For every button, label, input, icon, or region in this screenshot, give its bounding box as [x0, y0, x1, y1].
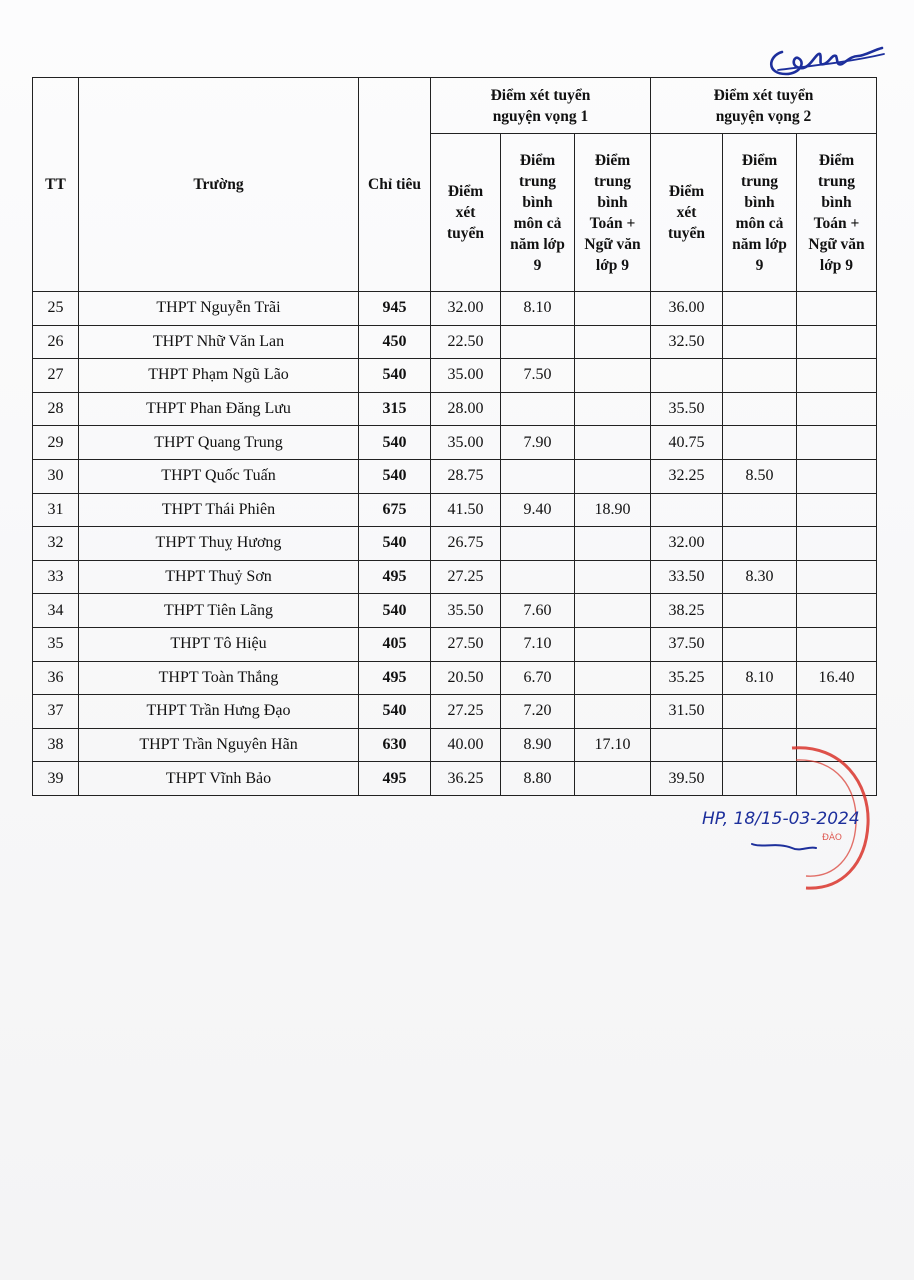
cell-nv1-ml	[575, 359, 651, 393]
cell-nv2-avg	[723, 325, 797, 359]
header-quota: Chỉ tiêu	[359, 78, 431, 292]
table-row	[33, 325, 877, 359]
table-row	[33, 728, 877, 762]
cell-nv2-score: 32.00	[651, 527, 723, 561]
header-nv1-score: Điểm xét tuyển	[431, 134, 501, 292]
cell-quota: 540	[359, 359, 431, 393]
cell-nv1-avg: 7.10	[501, 627, 575, 661]
cell-nv1-score: 28.00	[431, 392, 501, 426]
cell-nv2-ml	[797, 426, 877, 460]
cell-school: THPT Trần Hưng Đạo	[79, 695, 359, 729]
admission-score-table	[32, 77, 877, 796]
cell-nv1-ml	[575, 762, 651, 796]
cell-tt: 38	[33, 728, 79, 762]
cell-tt: 28	[33, 392, 79, 426]
cell-tt: 36	[33, 661, 79, 695]
cell-tt: 37	[33, 695, 79, 729]
cell-school: THPT Thuỵ Hương	[79, 527, 359, 561]
cell-nv2-ml	[797, 325, 877, 359]
cell-nv2-avg	[723, 493, 797, 527]
cell-tt: 39	[33, 762, 79, 796]
table-row	[33, 426, 877, 460]
cell-tt: 31	[33, 493, 79, 527]
cell-nv1-avg	[501, 459, 575, 493]
cell-nv1-score: 35.50	[431, 594, 501, 628]
cell-nv1-ml	[575, 459, 651, 493]
table-row	[33, 359, 877, 393]
cell-quota: 405	[359, 627, 431, 661]
cell-quota: 315	[359, 392, 431, 426]
cell-nv1-avg	[501, 325, 575, 359]
header-nv2-score: Điểm xét tuyển	[651, 134, 723, 292]
cell-nv2-ml	[797, 594, 877, 628]
cell-nv1-avg: 8.10	[501, 292, 575, 326]
cell-nv1-score: 35.00	[431, 426, 501, 460]
svg-text:ĐÀO: ĐÀO	[822, 833, 842, 843]
cell-quota: 540	[359, 426, 431, 460]
cell-nv2-score	[651, 359, 723, 393]
cell-school: THPT Thái Phiên	[79, 493, 359, 527]
cell-nv1-score: 40.00	[431, 728, 501, 762]
table-row	[33, 695, 877, 729]
cell-nv2-ml	[797, 392, 877, 426]
cell-quota: 540	[359, 594, 431, 628]
cell-tt: 33	[33, 560, 79, 594]
cell-school: THPT Vĩnh Bảo	[79, 762, 359, 796]
cell-nv1-score: 27.50	[431, 627, 501, 661]
cell-tt: 25	[33, 292, 79, 326]
cell-nv2-ml	[797, 627, 877, 661]
cell-tt: 26	[33, 325, 79, 359]
header-nv1-math-lit: Điểm trung bình Toán + Ngữ văn lớp 9	[575, 134, 651, 292]
cell-nv1-ml	[575, 627, 651, 661]
cell-nv1-ml: 17.10	[575, 728, 651, 762]
cell-school: THPT Quang Trung	[79, 426, 359, 460]
cell-nv2-avg	[723, 695, 797, 729]
cell-nv1-ml	[575, 661, 651, 695]
table-row	[33, 392, 877, 426]
cell-nv1-ml	[575, 695, 651, 729]
cell-quota: 495	[359, 560, 431, 594]
cell-nv1-score: 41.50	[431, 493, 501, 527]
header-nv2: Điểm xét tuyển nguyện vọng 2	[651, 78, 877, 134]
cell-tt: 35	[33, 627, 79, 661]
cell-quota: 495	[359, 661, 431, 695]
table-row	[33, 527, 877, 561]
cell-nv1-score: 22.50	[431, 325, 501, 359]
cell-nv2-avg	[723, 292, 797, 326]
cell-nv2-avg: 8.30	[723, 560, 797, 594]
table-row	[33, 661, 877, 695]
cell-nv1-ml	[575, 392, 651, 426]
cell-nv2-ml	[797, 292, 877, 326]
cell-quota: 540	[359, 527, 431, 561]
cell-nv1-avg: 7.20	[501, 695, 575, 729]
cell-quota: 630	[359, 728, 431, 762]
cell-school: THPT Thuỷ Sơn	[79, 560, 359, 594]
cell-nv1-avg: 7.50	[501, 359, 575, 393]
cell-tt: 29	[33, 426, 79, 460]
cell-nv1-score: 36.25	[431, 762, 501, 796]
table-row	[33, 292, 877, 326]
header-nv2-avg: Điểm trung bình môn cả năm lớp 9	[723, 134, 797, 292]
cell-nv2-avg	[723, 426, 797, 460]
cell-nv2-score: 40.75	[651, 426, 723, 460]
table-row	[33, 459, 877, 493]
cell-tt: 32	[33, 527, 79, 561]
cell-nv2-score	[651, 493, 723, 527]
cell-nv2-score: 38.25	[651, 594, 723, 628]
cell-nv1-avg: 8.80	[501, 762, 575, 796]
cell-nv1-avg: 7.60	[501, 594, 575, 628]
cell-nv2-ml	[797, 695, 877, 729]
handwritten-date-note	[700, 802, 900, 862]
table-row	[33, 762, 877, 796]
cell-nv2-ml	[797, 527, 877, 561]
signature-top	[760, 22, 890, 82]
cell-school: THPT Nhữ Văn Lan	[79, 325, 359, 359]
cell-nv2-ml	[797, 560, 877, 594]
cell-nv1-avg: 9.40	[501, 493, 575, 527]
table-row	[33, 560, 877, 594]
cell-nv1-avg	[501, 560, 575, 594]
cell-school: THPT Tô Hiệu	[79, 627, 359, 661]
cell-quota: 540	[359, 459, 431, 493]
cell-nv2-avg	[723, 594, 797, 628]
cell-nv2-ml	[797, 459, 877, 493]
cell-quota: 540	[359, 695, 431, 729]
header-tt: TT	[33, 78, 79, 292]
cell-nv1-score: 27.25	[431, 560, 501, 594]
cell-nv2-score: 32.50	[651, 325, 723, 359]
cell-school: THPT Tiên Lãng	[79, 594, 359, 628]
cell-quota: 675	[359, 493, 431, 527]
cell-school: THPT Phạm Ngũ Lão	[79, 359, 359, 393]
cell-nv2-avg	[723, 392, 797, 426]
cell-nv1-avg: 8.90	[501, 728, 575, 762]
cell-nv2-ml: 16.40	[797, 661, 877, 695]
date-note-text: HP, 18/15-03-2024	[702, 809, 860, 829]
cell-nv1-score: 32.00	[431, 292, 501, 326]
cell-nv1-score: 27.25	[431, 695, 501, 729]
table-row	[33, 627, 877, 661]
cell-tt: 34	[33, 594, 79, 628]
cell-nv1-ml	[575, 560, 651, 594]
cell-nv2-score	[651, 728, 723, 762]
cell-nv1-score: 28.75	[431, 459, 501, 493]
cell-nv1-ml	[575, 527, 651, 561]
cell-nv2-score: 36.00	[651, 292, 723, 326]
cell-nv1-avg	[501, 392, 575, 426]
cell-nv2-score: 31.50	[651, 695, 723, 729]
cell-nv2-score: 35.25	[651, 661, 723, 695]
cell-nv1-avg: 7.90	[501, 426, 575, 460]
header-school: Trường	[79, 78, 359, 292]
cell-nv1-ml	[575, 292, 651, 326]
cell-school: THPT Trần Nguyên Hãn	[79, 728, 359, 762]
header-nv1-avg: Điểm trung bình môn cả năm lớp 9	[501, 134, 575, 292]
cell-school: THPT Quốc Tuấn	[79, 459, 359, 493]
cell-tt: 27	[33, 359, 79, 393]
table-row	[33, 594, 877, 628]
cell-nv2-avg	[723, 527, 797, 561]
header-nv2-math-lit: Điểm trung bình Toán + Ngữ văn lớp 9	[797, 134, 877, 292]
cell-nv2-score: 39.50	[651, 762, 723, 796]
cell-nv1-ml: 18.90	[575, 493, 651, 527]
cell-nv1-score: 26.75	[431, 527, 501, 561]
cell-nv2-score: 35.50	[651, 392, 723, 426]
cell-nv1-avg: 6.70	[501, 661, 575, 695]
cell-nv2-ml	[797, 493, 877, 527]
cell-school: THPT Phan Đăng Lưu	[79, 392, 359, 426]
cell-nv2-score: 33.50	[651, 560, 723, 594]
cell-nv2-score: 32.25	[651, 459, 723, 493]
cell-nv1-ml	[575, 325, 651, 359]
cell-quota: 495	[359, 762, 431, 796]
table-row	[33, 493, 877, 527]
cell-quota: 945	[359, 292, 431, 326]
cell-nv2-avg: 8.10	[723, 661, 797, 695]
cell-nv1-score: 20.50	[431, 661, 501, 695]
header-nv1: Điểm xét tuyển nguyện vọng 1	[431, 78, 651, 134]
cell-school: THPT Nguyễn Trãi	[79, 292, 359, 326]
cell-nv2-ml	[797, 359, 877, 393]
cell-nv1-ml	[575, 426, 651, 460]
cell-quota: 450	[359, 325, 431, 359]
cell-school: THPT Toàn Thắng	[79, 661, 359, 695]
cell-nv1-avg	[501, 527, 575, 561]
cell-nv2-avg	[723, 627, 797, 661]
cell-nv1-score: 35.00	[431, 359, 501, 393]
cell-nv2-avg: 8.50	[723, 459, 797, 493]
cell-nv2-avg	[723, 359, 797, 393]
cell-nv1-ml	[575, 594, 651, 628]
cell-nv2-score: 37.50	[651, 627, 723, 661]
cell-tt: 30	[33, 459, 79, 493]
